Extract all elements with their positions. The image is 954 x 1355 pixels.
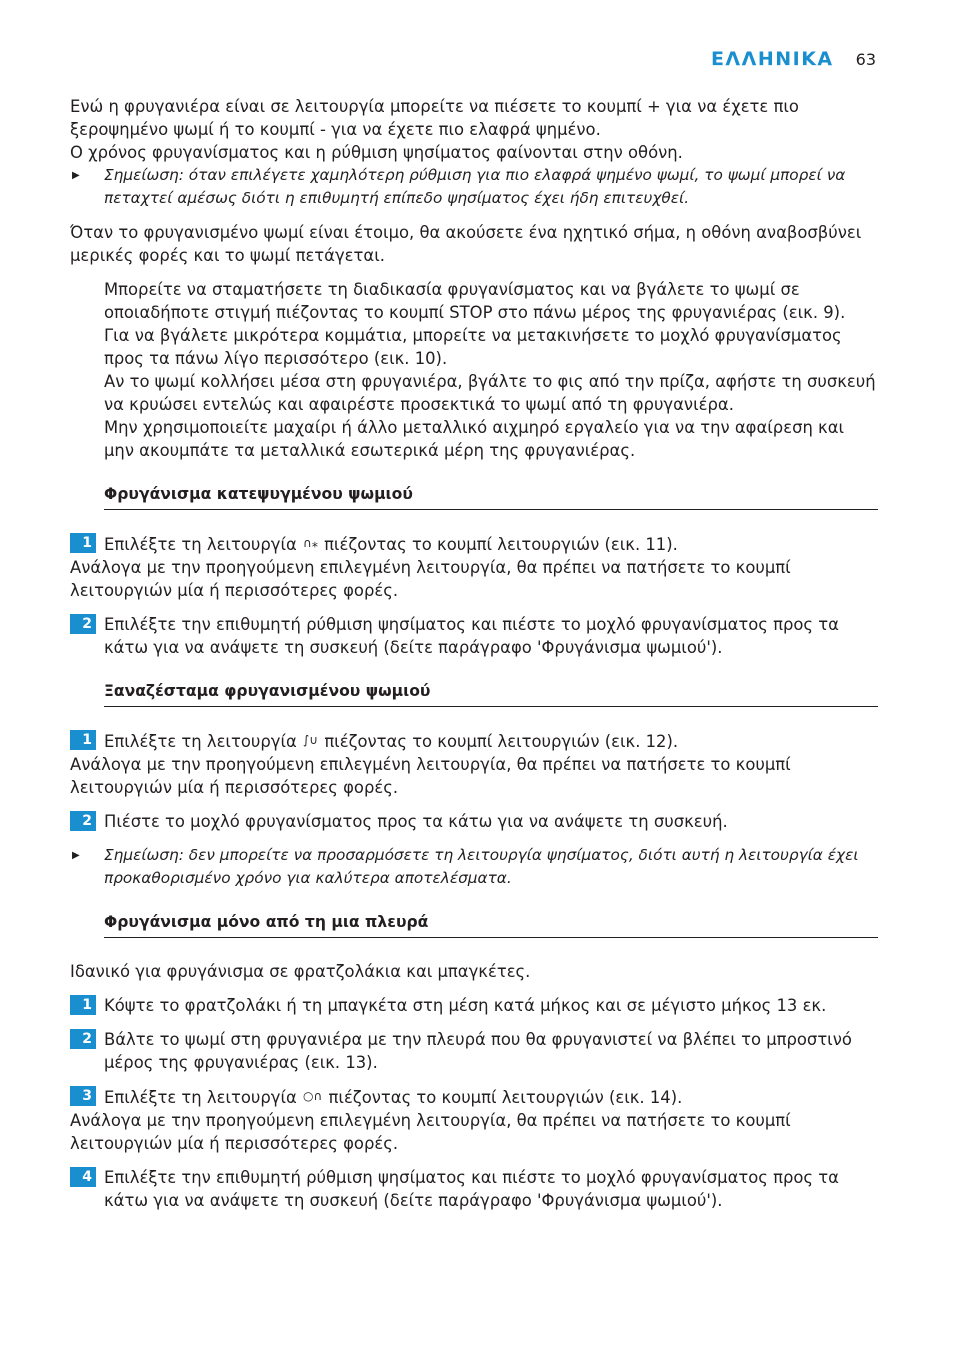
step-number: 2 <box>70 614 96 634</box>
section-title-frozen: Φρυγάνισμα κατεψυγμένου ψωμιού <box>104 484 878 510</box>
ready-paragraph: Όταν το φρυγανισμένο ψωμί είναι έτοιμο, θα ακούσετε ένα ηχητικό σήμα, η οθόνη αναβοσβύνει μερικές φορές και το ψωμί πετάγεται. <box>70 223 862 265</box>
intro-text-1: Ενώ η φρυγανιέρα είναι σε λειτουργία μπορείτε να πιέσετε το κουμπί + για να έχετε πιο ξεροψημένο ψωμί ή το κουμπί - για να έχετε πιο ελαφρά ψημένο. <box>70 97 799 139</box>
step-text: Πιέστε το μοχλό φρυγανίσματος προς τα κάτω για να ανάψετε τη συσκευή. <box>104 812 728 831</box>
page-number: 63 <box>855 50 876 69</box>
note-text: Σημείωση: όταν επιλέγετε χαμηλότερη ρύθμιση για πιο ελαφρά ψημένο ψωμί, το ψωμί μπορεί να πεταχτεί αμέσως διότι η επιθυμητή επίπεδο ψησίματος έχει ήδη επιτευχθεί. <box>104 166 846 207</box>
step-continuation: Ανάλογα με την προηγούμενη επιλεγμένη λειτουργία, θα πρέπει να πατήσετε το κουμπί λειτουργιών μία ή περισσότερες φορές. <box>70 558 791 600</box>
step-text: Κόψτε το φρατζολάκι ή τη μπαγκέτα στη μέση κατά μήκος και σε μέγιστο μήκος 13 εκ. <box>104 996 827 1015</box>
section-title-reheat: Ξαναζέσταμα φρυγανισμένου ψωμιού <box>104 681 878 707</box>
reheat-icon: ∫∪ <box>303 733 319 747</box>
step <box>70 1028 878 1074</box>
step-number: 1 <box>70 730 96 750</box>
step-number: 4 <box>70 1167 96 1187</box>
step-number: 1 <box>70 533 96 553</box>
step <box>70 613 878 659</box>
info-stop: Μπορείτε να σταματήσετε τη διαδικασία φρυγανίσματος και να βγάλετε το ψωμί σε οποιαδήποτε στιγμή πιέζοντας το κουμπί STOP στο πάνω μέρος της φρυγανιέρας (εικ. 9). <box>104 280 846 322</box>
step <box>70 1085 878 1155</box>
info-stuck-bread: Αν το ψωμί κολλήσει μέσα στη φρυγανιέρα, βγάλτε το φις από την πρίζα, αφήστε τη συσκευή να κρυώσει εντελώς και αφαιρέστε προσεκτικά το ψωμί από τη φρυγανιέρα. <box>104 372 876 414</box>
step-number: 2 <box>70 1029 96 1049</box>
info-smaller-pieces: Για να βγάλετε μικρότερα κομμάτια, μπορείτε να μετακινήσετε το μοχλό φρυγανίσματος προς τα πάνω λίγο περισσότερο (εικ. 10). <box>104 326 842 368</box>
section-title-one-side: Φρυγάνισμα μόνο από τη μια πλευρά <box>104 912 878 938</box>
step-text: Βάλτε το ψωμί στη φρυγανιέρα με την πλευρά που θα φρυγανιστεί να βλέπει το μπροστινό μέρος της φρυγανιέρας (εικ. 13). <box>104 1030 852 1072</box>
info-no-knife: Μην χρησιμοποιείτε μαχαίρι ή άλλο μεταλλικό αιχμηρό εργαλείο για να την αφαίρεση και μην ακουμπάτε τα μεταλλικά εσωτερικά μέρη της φρυγανιέρας. <box>104 418 845 460</box>
step-text: Επιλέξτε τη λειτουργία ○∩ πιέζοντας το κουμπί λειτουργιών (εικ. 14). <box>104 1085 682 1109</box>
step <box>70 532 878 602</box>
note <box>70 164 878 210</box>
triangle-bullet-icon: ▶ <box>72 850 80 861</box>
section-intro: Ιδανικό για φρυγάνισμα σε φρατζολάκια και μπαγκέτες. <box>70 962 531 981</box>
one-side-toast-icon: ○∩ <box>303 1089 323 1103</box>
triangle-bullet-icon: ▶ <box>72 170 80 181</box>
frozen-bread-icon: ∩⁎ <box>303 536 318 550</box>
step-number: 1 <box>70 995 96 1015</box>
note-text: Σημείωση: δεν μπορείτε να προσαρμόσετε τη λειτουργία ψησίματος, διότι αυτή η λειτουργία έχει προκαθορισμένο χρόνο για καλύτερα αποτελέσματα. <box>104 846 859 887</box>
intro-paragraph <box>70 95 878 164</box>
step-text: Επιλέξτε τη λειτουργία ∫∪ πιέζοντας το κουμπί λειτουργιών (εικ. 12). <box>104 729 678 753</box>
page-content <box>70 95 878 1223</box>
step-continuation: Ανάλογα με την προηγούμενη επιλεγμένη λειτουργία, θα πρέπει να πατήσετε το κουμπί λειτουργιών μία ή περισσότερες φορές. <box>70 1111 791 1153</box>
intro-text-2: Ο χρόνος φρυγανίσματος και η ρύθμιση ψησίματος φαίνονται στην οθόνη. <box>70 143 683 162</box>
step-text: Επιλέξτε την επιθυμητή ρύθμιση ψησίματος και πιέστε το μοχλό φρυγανίσματος προς τα κάτω για να ανάψετε τη συσκευή (δείτε παράγραφο 'Φρυγάνισμα ψωμιού'). <box>104 615 839 657</box>
step <box>70 994 878 1017</box>
page-header <box>711 48 876 71</box>
note <box>70 844 878 890</box>
step-text: Επιλέξτε την επιθυμητή ρύθμιση ψησίματος και πιέστε το μοχλό φρυγανίσματος προς τα κάτω για να ανάψετε τη συσκευή (δείτε παράγραφο 'Φρυγάνισμα ψωμιού'). <box>104 1168 839 1210</box>
language-label: ΕΛΛΗΝΙΚΑ <box>710 48 834 70</box>
step-continuation: Ανάλογα με την προηγούμενη επιλεγμένη λειτουργία, θα πρέπει να πατήσετε το κουμπί λειτουργιών μία ή περισσότερες φορές. <box>70 755 791 797</box>
step-number: 2 <box>70 811 96 831</box>
step-text: Επιλέξτε τη λειτουργία ∩⁎ πιέζοντας το κουμπί λειτουργιών (εικ. 11). <box>104 532 678 556</box>
step <box>70 1166 878 1212</box>
info-paragraphs <box>70 278 878 462</box>
step <box>70 729 878 799</box>
step-number: 3 <box>70 1086 96 1106</box>
step <box>70 810 878 833</box>
